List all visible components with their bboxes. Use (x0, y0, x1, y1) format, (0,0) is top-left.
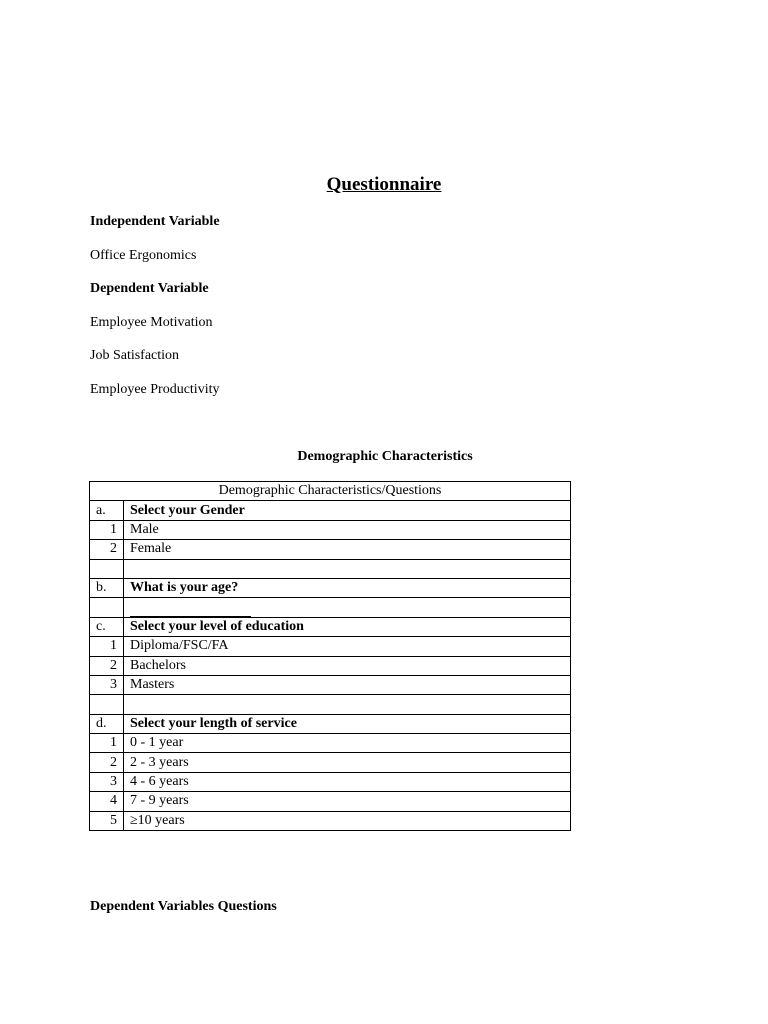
option-number: 2 (90, 540, 124, 559)
option-number: 4 (90, 792, 124, 811)
question-key: a. (90, 501, 124, 520)
option-label: Masters (124, 675, 571, 694)
question-text: Select your length of service (124, 714, 571, 733)
dependent-variable-label: Dependent Variable (90, 281, 209, 296)
table-row (90, 811, 571, 830)
option-label: 7 - 9 years (124, 792, 571, 811)
demographic-heading: Demographic Characteristics (297, 449, 473, 464)
option-number: 1 (90, 637, 124, 656)
option-label: Diploma/FSC/FA (124, 637, 571, 656)
option-label: Male (124, 520, 571, 539)
option-number: 5 (90, 811, 124, 830)
table-row (90, 714, 571, 733)
option-label: 0 - 1 year (124, 734, 571, 753)
table-row (90, 675, 571, 694)
age-answer-cell (124, 598, 571, 617)
page-title: Questionnaire (326, 174, 442, 195)
option-number: 3 (90, 675, 124, 694)
question-text: Select your Gender (124, 501, 571, 520)
table-row (90, 734, 571, 753)
table-row (90, 540, 571, 559)
table-row (90, 753, 571, 772)
table-row (90, 772, 571, 791)
independent-variable-value: Office Ergonomics (90, 248, 197, 263)
table-row (90, 617, 571, 636)
question-text: Select your level of education (124, 617, 571, 636)
empty-cell (90, 598, 124, 617)
dependent-variable-item: Employee Productivity (90, 382, 220, 397)
table-row (90, 520, 571, 539)
table-row (90, 792, 571, 811)
question-key: c. (90, 617, 124, 636)
question-key: b. (90, 578, 124, 597)
dependent-variable-item: Employee Motivation (90, 315, 213, 330)
option-label: 4 - 6 years (124, 772, 571, 791)
option-label: Female (124, 540, 571, 559)
question-key: d. (90, 714, 124, 733)
dependent-variable-item: Job Satisfaction (90, 348, 180, 363)
option-number: 1 (90, 734, 124, 753)
question-text: What is your age? (124, 578, 571, 597)
option-number: 2 (90, 753, 124, 772)
table-row (90, 559, 571, 578)
table-row (90, 656, 571, 675)
independent-variable-label: Independent Variable (90, 214, 220, 229)
table-row (90, 637, 571, 656)
age-answer-blank[interactable] (130, 603, 251, 617)
option-label: 2 - 3 years (124, 753, 571, 772)
table-row (90, 501, 571, 520)
table-row (90, 695, 571, 714)
option-label: Bachelors (124, 656, 571, 675)
option-label: ≥10 years (124, 811, 571, 830)
empty-cell (90, 695, 124, 714)
table-row (90, 578, 571, 597)
table-header: Demographic Characteristics/Questions (90, 482, 571, 501)
option-number: 2 (90, 656, 124, 675)
table-row (90, 598, 571, 617)
table-header-row (90, 482, 571, 501)
option-number: 1 (90, 520, 124, 539)
empty-cell (124, 695, 571, 714)
empty-cell (124, 559, 571, 578)
demographic-table (89, 481, 571, 831)
dependent-questions-heading: Dependent Variables Questions (90, 899, 277, 914)
empty-cell (90, 559, 124, 578)
option-number: 3 (90, 772, 124, 791)
